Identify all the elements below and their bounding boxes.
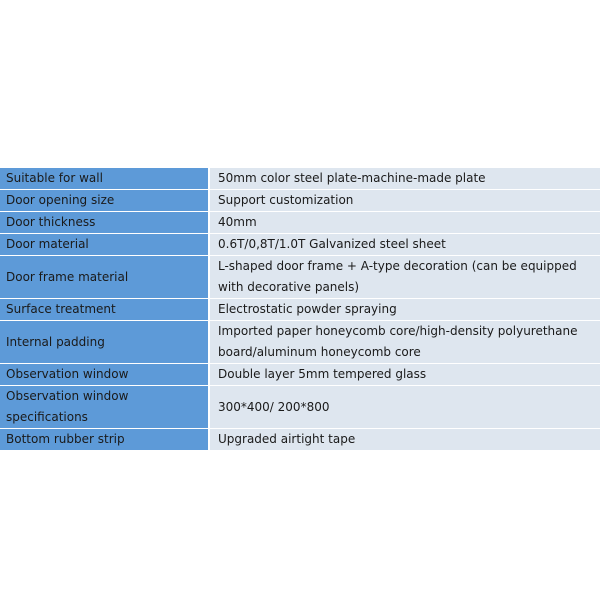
spec-value: Support customization (210, 190, 600, 212)
spec-label: Bottom rubber strip (0, 429, 210, 451)
table-row (0, 212, 600, 234)
spec-value: 40mm (210, 212, 600, 234)
spec-value: 300*400/ 200*800 (210, 386, 600, 429)
spec-value: Electrostatic powder spraying (210, 299, 600, 321)
table-row (0, 386, 600, 429)
spec-label: Door frame material (0, 256, 210, 299)
spec-label: Door material (0, 234, 210, 256)
table-row (0, 364, 600, 386)
spec-label: Surface treatment (0, 299, 210, 321)
spec-value: 0.6T/0,8T/1.0T Galvanized steel sheet (210, 234, 600, 256)
spec-label: Door opening size (0, 190, 210, 212)
spec-table (0, 168, 600, 451)
spec-label: Internal padding (0, 321, 210, 364)
spec-value: L-shaped door frame + A-type decoration (can be equipped with decorative panels) (210, 256, 600, 299)
spec-label: Observation window (0, 364, 210, 386)
table-row (0, 429, 600, 451)
spec-value: Upgraded airtight tape (210, 429, 600, 451)
table-row (0, 190, 600, 212)
table-row (0, 321, 600, 364)
spec-value: Double layer 5mm tempered glass (210, 364, 600, 386)
table-row (0, 256, 600, 299)
spec-label: Observation window specifications (0, 386, 210, 429)
spec-label: Door thickness (0, 212, 210, 234)
spec-value: Imported paper honeycomb core/high-density polyurethane board/aluminum honeycomb core (210, 321, 600, 364)
spec-label: Suitable for wall (0, 168, 210, 190)
table-row (0, 168, 600, 190)
spec-value: 50mm color steel plate-machine-made plate (210, 168, 600, 190)
table-row (0, 299, 600, 321)
table-row (0, 234, 600, 256)
